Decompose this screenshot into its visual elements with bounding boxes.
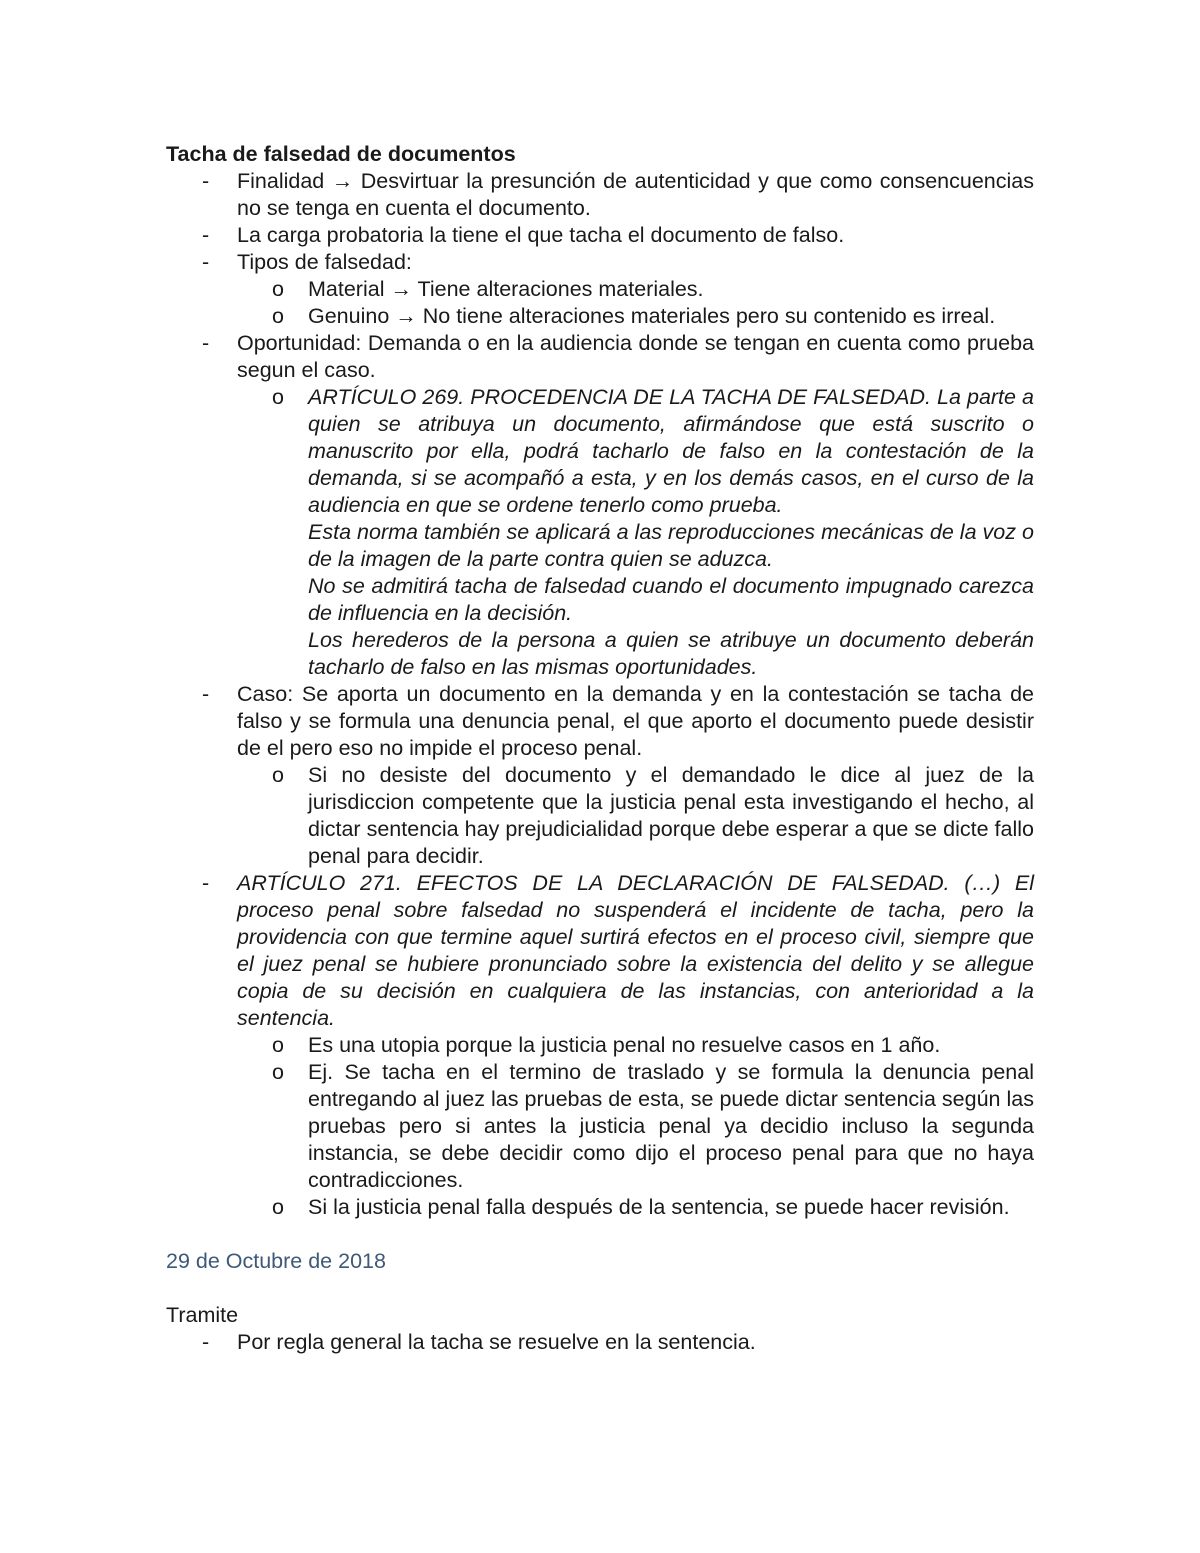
dash-bullet: - (202, 169, 210, 193)
dash-bullet: - (202, 223, 210, 247)
item-text: La carga probatoria la tiene el que tacha el documento de falso. (237, 223, 845, 247)
list-item (166, 1329, 1034, 1356)
sub-list-item (237, 1194, 1034, 1221)
dash-bullet: - (202, 682, 210, 706)
circle-bullet: o (272, 304, 284, 328)
tramite-list (166, 1329, 1034, 1356)
circle-bullet: o (272, 277, 284, 301)
sub-list-item (237, 1032, 1034, 1059)
document-body (166, 141, 1034, 1356)
circle-bullet: o (272, 1033, 284, 1057)
section-heading: Tramite (166, 1303, 239, 1327)
date-heading: 29 de Octubre de 2018 (166, 1249, 386, 1273)
dash-bullet: - (202, 331, 210, 355)
article-paragraph: ARTÍCULO 269. PROCEDENCIA DE LA TACHA DE FALSEDAD. La parte a quien se atribuya un documento, afirmándose que está suscrito o manuscrito por ella, podrá tacharlo de falso en la contestación de la demanda, si se acompañó a esta, y en los demás casos, en el curso de la audiencia en que se ordene tenerlo como prueba. (308, 385, 1034, 517)
list-item (166, 222, 1034, 249)
article-quote (237, 384, 1034, 681)
list-item (166, 249, 1034, 330)
circle-bullet: o (272, 1195, 284, 1219)
article-paragraph: Esta norma también se aplicará a las reproducciones mecánicas de la voz o de la imagen de la parte contra quien se aduzca. (308, 520, 1034, 571)
sub-list-item (237, 762, 1034, 870)
item-text: Oportunidad: Demanda o en la audiencia donde se tengan en cuenta como prueba segun el caso. (237, 331, 1034, 382)
list-item (166, 681, 1034, 870)
sub-item-text: Material → Tiene alteraciones materiales. (308, 277, 704, 301)
sub-item-text: Si no desiste del documento y el demandado le dice al juez de la jurisdiccion competente que la justicia penal esta investigando el hecho, al dictar sentencia hay prejudicialidad porque debe esperar a que se dicte fallo penal para decidir. (308, 763, 1034, 868)
sub-list-item (237, 276, 1034, 303)
sub-list (166, 384, 1034, 681)
article-paragraph: Los herederos de la persona a quien se atribuye un documento deberán tacharlo de falso en las mismas oportunidades. (308, 628, 1034, 679)
sub-list (166, 762, 1034, 870)
item-text: Tipos de falsedad: (237, 250, 412, 274)
sub-list (166, 276, 1034, 330)
dash-bullet: - (202, 1330, 210, 1354)
circle-bullet: o (272, 1060, 284, 1084)
main-list (166, 168, 1034, 1221)
item-text: Finalidad → Desvirtuar la presunción de autenticidad y que como consencuencias no se tenga en cuenta el documento. (237, 169, 1034, 220)
list-item (166, 870, 1034, 1221)
sub-list-item (237, 303, 1034, 330)
article-paragraph: No se admitirá tacha de falsedad cuando el documento impugnado carezca de influencia en la decisión. (308, 574, 1034, 625)
sub-item-text: Es una utopia porque la justicia penal no resuelve casos en 1 año. (308, 1033, 941, 1057)
sub-list (166, 1032, 1034, 1221)
sub-item-text: Genuino → No tiene alteraciones materiales pero su contenido es irreal. (308, 304, 996, 328)
list-item (166, 168, 1034, 222)
item-text: Caso: Se aporta un documento en la demanda y en la contestación se tacha de falso y se formula una denuncia penal, el que aporto el documento puede desistir de el pero eso no impide el proceso penal. (237, 682, 1034, 760)
item-text: Por regla general la tacha se resuelve en la sentencia. (237, 1330, 756, 1354)
circle-bullet: o (272, 385, 284, 409)
sub-list-item (237, 1059, 1034, 1194)
list-item (166, 330, 1034, 681)
dash-bullet: - (202, 250, 210, 274)
sub-item-text: Si la justicia penal falla después de la sentencia, se puede hacer revisión. (308, 1195, 1010, 1219)
circle-bullet: o (272, 763, 284, 787)
dash-bullet: - (202, 871, 210, 895)
article-text: ARTÍCULO 271. EFECTOS DE LA DECLARACIÓN DE FALSEDAD. (…) El proceso penal sobre falsedad no suspenderá el incidente de tacha, pero la providencia con que termine aquel surtirá efectos en el proceso civil, siempre que el juez penal se hubiere pronunciado sobre la existencia del delito y se allegue copia de su decisión en cualquiera de las instancias, con anterioridad a la sentencia. (237, 871, 1034, 1030)
document-title: Tacha de falsedad de documentos (166, 142, 516, 166)
sub-item-text: Ej. Se tacha en el termino de traslado y se formula la denuncia penal entregando al juez las pruebas de esta, se puede dictar sentencia según las pruebas pero si antes la justicia penal ya decidio incluso la segunda instancia, se debe decidir como dijo el proceso penal para que no haya contradicciones. (308, 1060, 1034, 1192)
